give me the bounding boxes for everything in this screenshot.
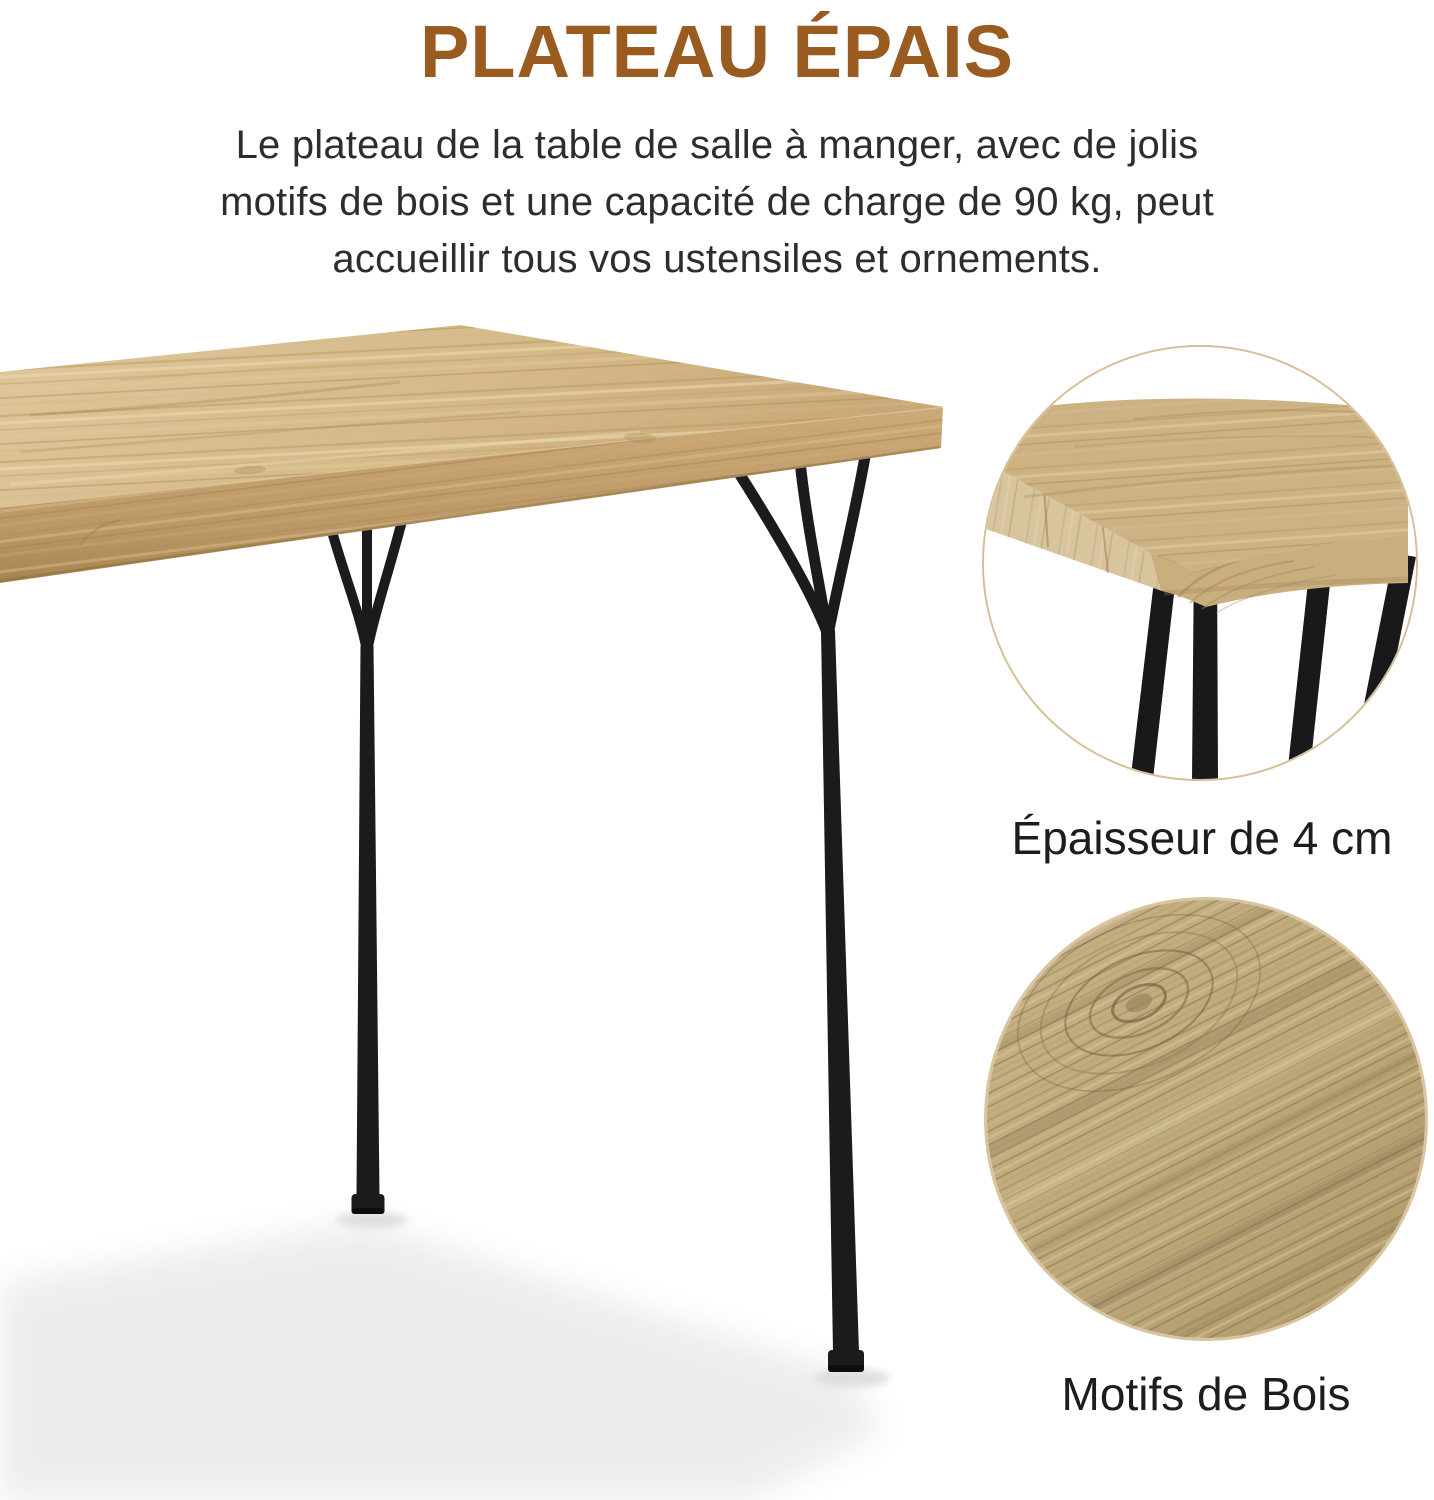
description-line: Le plateau de la table de salle à manger, avec de jolis	[235, 123, 1199, 167]
table-leg-right	[737, 451, 866, 1372]
description-line: accueillir tous vos ustensiles et ornements.	[332, 237, 1102, 281]
thickness-caption: Épaisseur de 4 cm	[1011, 812, 1393, 864]
description-line: motifs de bois et une capacité de charge de 90 kg, peut	[220, 180, 1214, 224]
floor-shadow	[0, 1212, 890, 1500]
wood-pattern-caption: Motifs de Bois	[1061, 1368, 1351, 1420]
thickness-detail-photo	[982, 345, 1418, 781]
main-product-photo	[0, 320, 960, 1500]
table-leg-front-left	[331, 517, 403, 1214]
page-title: PLATEAU ÉPAIS	[419, 10, 1015, 93]
product-description	[0, 117, 1434, 288]
wood-pattern-detail-photo	[984, 897, 1428, 1341]
